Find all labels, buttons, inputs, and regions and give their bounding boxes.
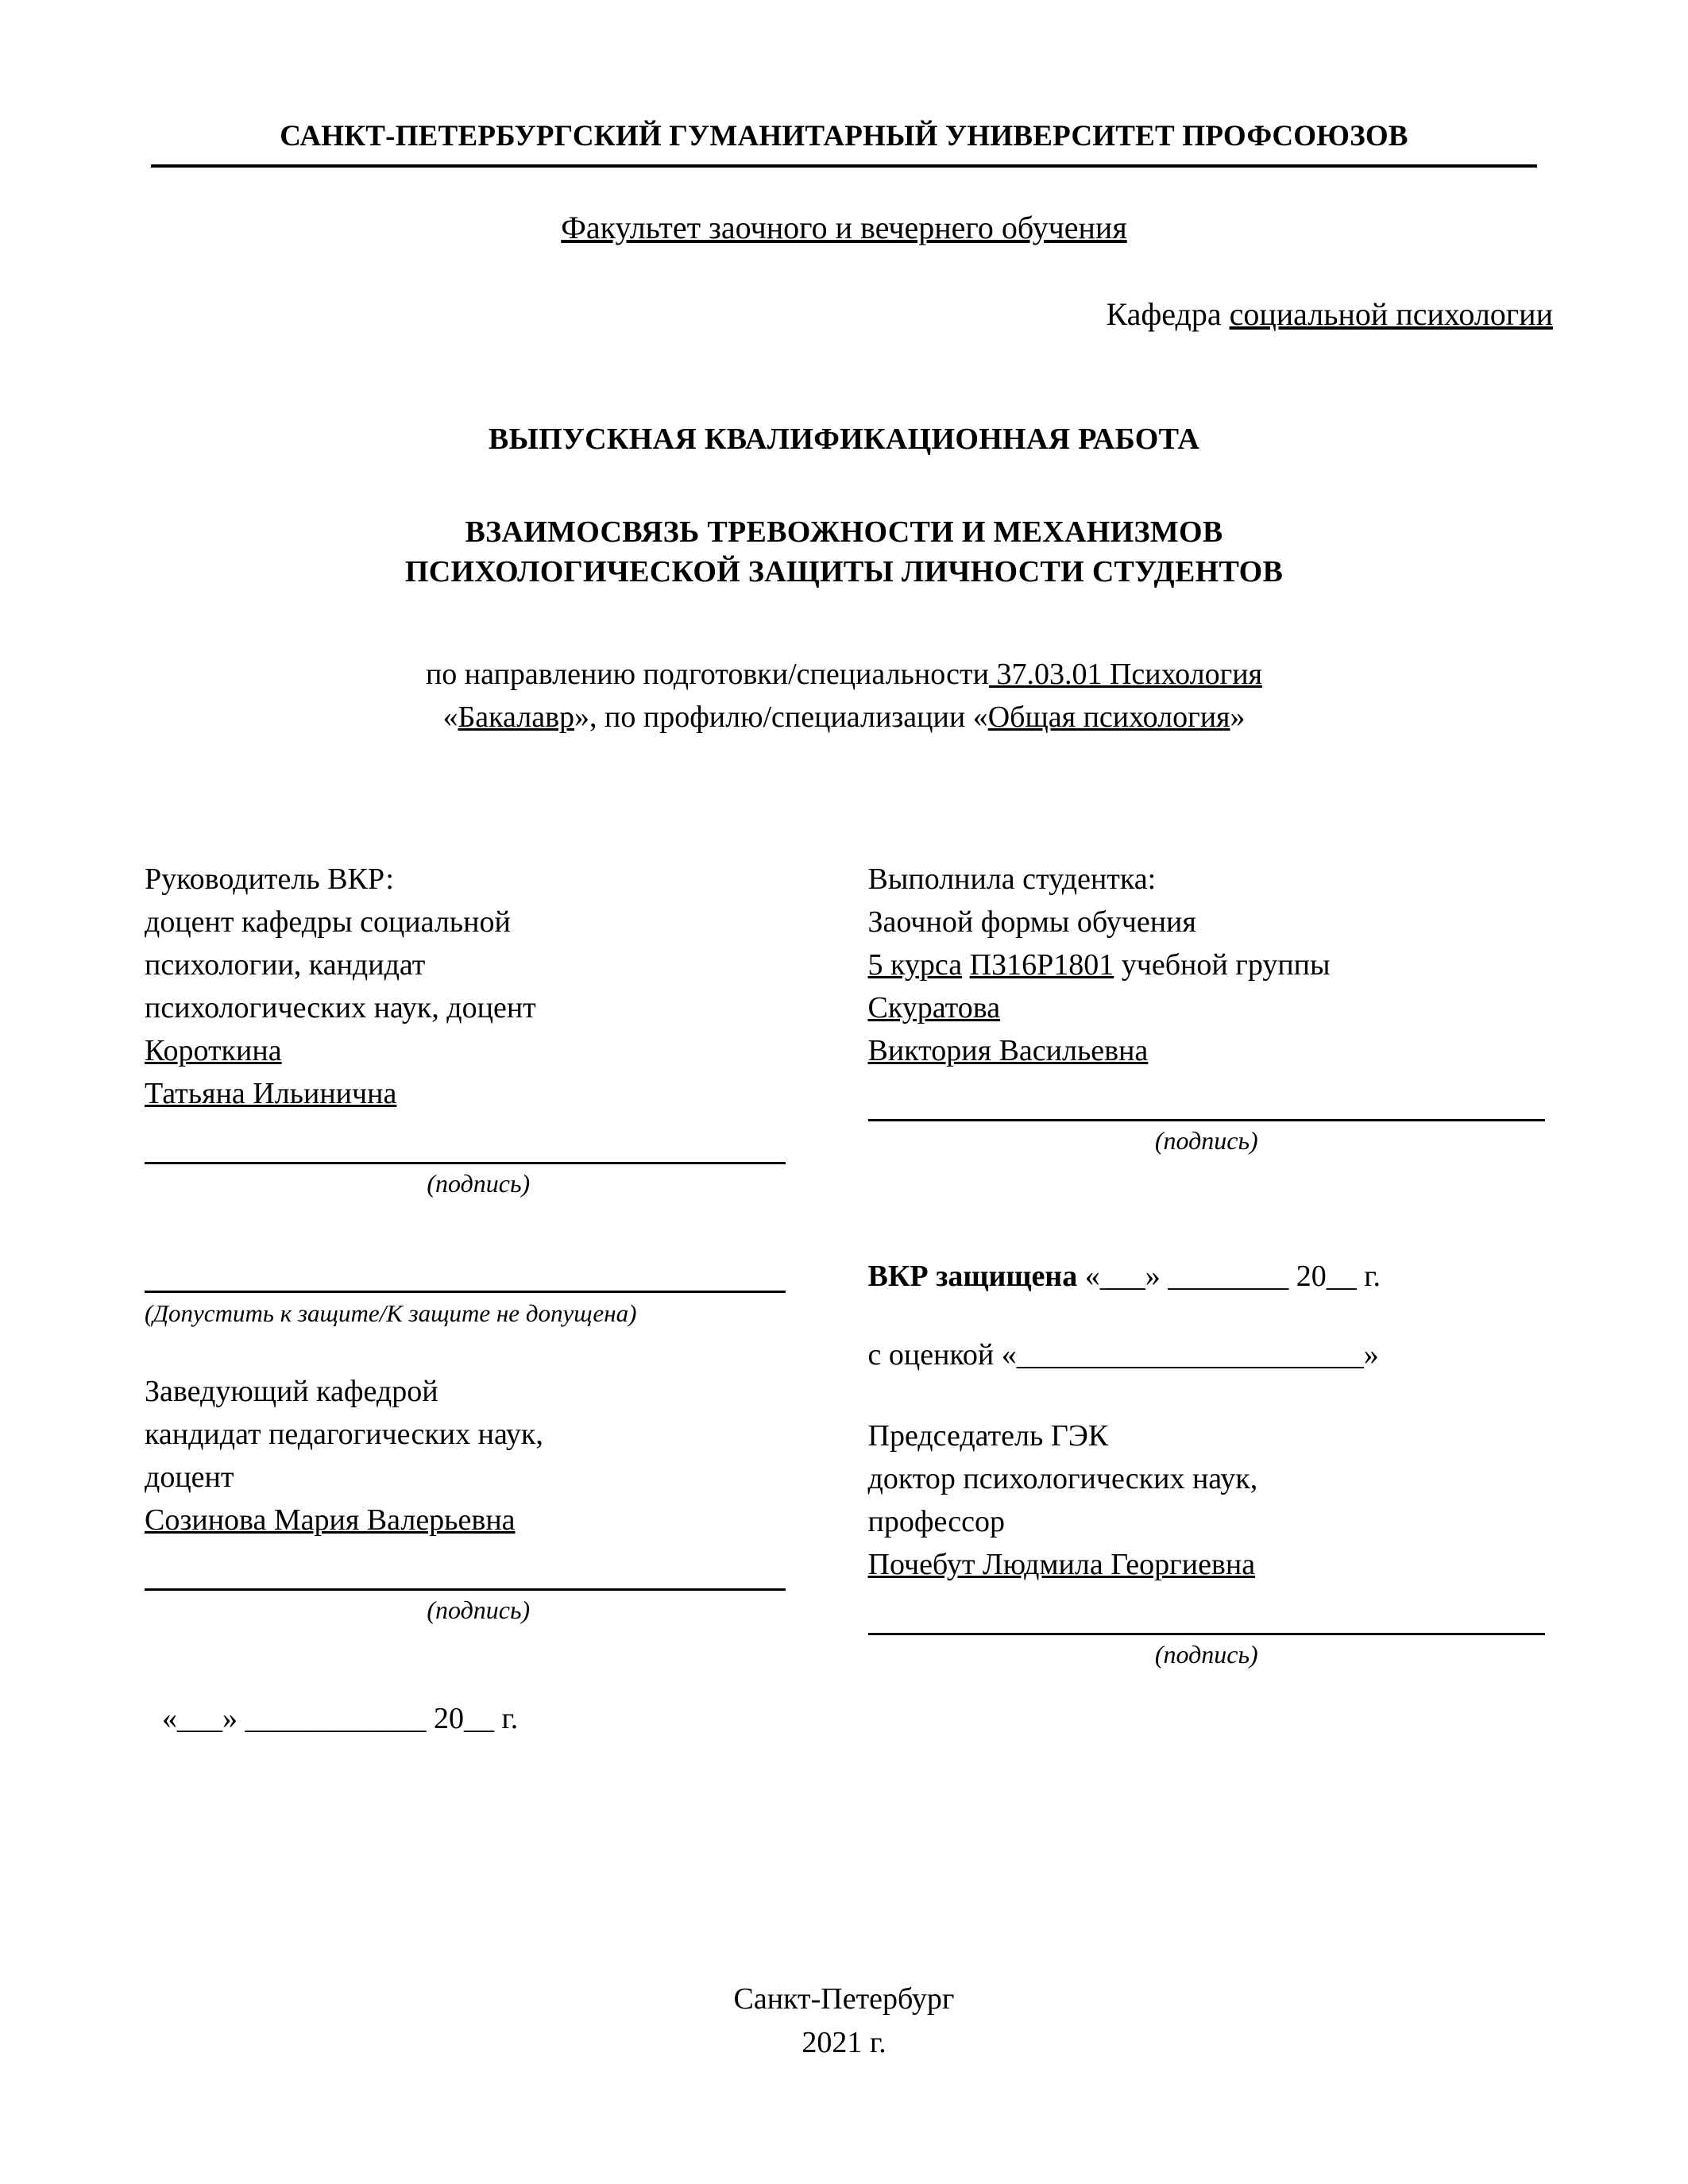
admission-column [127,1254,844,1736]
student-column [844,859,1562,1198]
supervisor-name: Татьяна Ильинична [145,1076,397,1110]
head-of-department-block [145,1371,813,1542]
degree-name: Бакалавр [458,700,575,735]
student-surname: Скуратова [867,991,1001,1025]
work-title [127,512,1561,592]
faculty-line [127,209,1561,246]
supervisor-block [145,859,813,1116]
admission-defense-columns [127,1254,1561,1736]
department-name: социальной психологии [1229,296,1553,332]
supervisor-signature-caption: (подпись) [427,1168,531,1198]
student-group: ПЗ16Р1801 [969,948,1114,982]
chair-degree: доктор психологических наук, [867,1461,1258,1495]
student-signature-caption: (подпись) [1154,1125,1258,1155]
student-course: 5 курса [867,948,963,982]
student-signature-line [868,1119,1546,1121]
work-title-line-1: ВЗАИМОСВЯЗЬ ТРЕВОЖНОСТИ И МЕХАНИЗМОВ [465,515,1223,549]
supervisor-signature-line [145,1162,786,1164]
work-title-line-2: ПСИХОЛОГИЧЕСКОЙ ЗАЩИТЫ ЛИЧНОСТИ СТУДЕНТОВ [404,555,1284,589]
supervisor-line-3: психологических наук, доцент [145,991,536,1025]
defense-line [868,1254,1546,1299]
university-title: САНКТ-ПЕТЕРБУРГСКИЙ ГУМАНИТАРНЫЙ УНИВЕРСИТЕТ ПРОФСОЮЗОВ [151,119,1537,168]
chair-signature-caption: (подпись) [1154,1639,1258,1669]
student-heading: Выполнила студентка: [867,862,1157,897]
degree-quote-close: » [1230,700,1246,735]
direction-prefix: по направлению подготовки/специальности [425,658,989,692]
grade-label: с оценкой « [867,1337,1017,1372]
head-signature-line [145,1588,786,1591]
head-degree: кандидат педагогических наук, [145,1417,543,1451]
student-course-tail: учебной группы [1114,948,1331,982]
chair-rank: профессор [867,1504,1006,1538]
chair-signature-line [868,1633,1546,1635]
footer-year: 2021 г. [802,2025,886,2059]
footer-block [0,1978,1688,2065]
chair-block [868,1415,1546,1587]
degree-quote-open: « [442,700,458,735]
supervisor-column [127,859,844,1198]
admission-caption: (Допустить к защите/К защите не допущена) [145,1298,637,1327]
head-title: Заведующий кафедрой [145,1374,438,1408]
department-line [127,295,1561,333]
admission-line [145,1291,786,1293]
admission-date-line: «___» ____________ 20__ г. [162,1701,519,1735]
supervisor-surname: Короткина [145,1034,282,1068]
profile-name: Общая психология [987,700,1230,735]
grade-line [868,1337,1546,1372]
grade-blank: _______________________ [1016,1337,1364,1372]
direction-code: 37.03.01 Психология [988,658,1263,692]
student-block [868,859,1546,1073]
defense-column [844,1254,1562,1736]
people-columns [127,859,1561,1198]
chair-name: Почебут Людмила Георгиевна [867,1547,1256,1581]
student-name: Виктория Васильевна [867,1034,1149,1068]
chair-title: Председатель ГЭК [867,1418,1109,1453]
defense-date: «___» ________ 20__ г. [1084,1259,1381,1293]
department-prefix: Кафедра [1106,296,1230,332]
student-line-1: Заочной формы обучения [867,905,1196,940]
supervisor-heading: Руководитель ВКР: [145,862,394,897]
degree-line [222,696,1466,739]
footer-city: Санкт-Петербург [733,1981,955,2016]
grade-tail: » [1363,1337,1379,1372]
supervisor-line-1: доцент кафедры социальной [145,905,511,940]
profile-prefix: », по профилю/специализации « [574,700,988,735]
faculty-name: Факультет заочного и вечернего обучения [561,210,1127,245]
supervisor-line-2: психологии, кандидат [145,948,426,982]
work-kind: ВЫПУСКНАЯ КВАЛИФИКАЦИОННАЯ РАБОТА [488,423,1200,456]
head-rank: доцент [145,1460,234,1494]
head-name: Созинова Мария Валерьевна [145,1503,516,1537]
direction-line [222,654,1466,696]
direction-block [127,654,1561,739]
defense-label: ВКР защищена [867,1259,1078,1293]
head-signature-caption: (подпись) [427,1595,531,1624]
